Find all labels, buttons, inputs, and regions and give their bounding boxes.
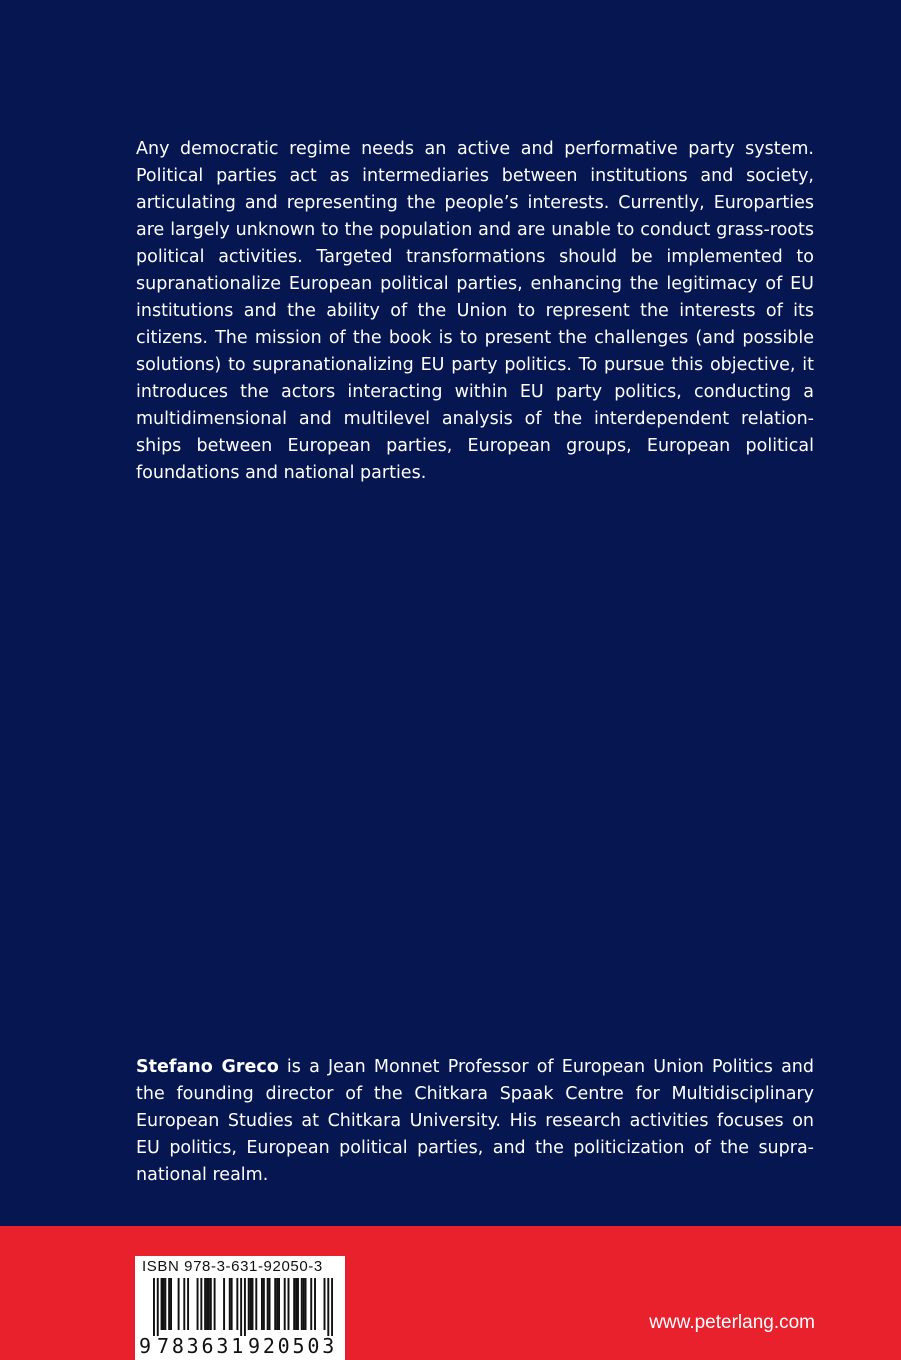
barcode-bar: [255, 1278, 257, 1330]
barcode-bar: [252, 1278, 254, 1330]
barcode-first-digit: 9: [139, 1334, 152, 1358]
author-bio-text: is a Jean Monnet Professor of European Union Politics and the founding director of the Chitkara Spaak Centre for Multidisciplinary European Studies at Chitkara University. His research activities focuses on EU politics, European political parties, and the politicization of the supra-national realm.: [136, 1057, 814, 1185]
barcode-bar: [240, 1278, 242, 1336]
barcode-bar: [288, 1278, 290, 1330]
barcode-bar: [183, 1278, 185, 1330]
barcode-bar: [301, 1278, 303, 1330]
isbn-barcode: [135, 1256, 345, 1360]
barcode-bar: [284, 1278, 286, 1330]
barcode-bar: [168, 1278, 170, 1330]
barcode-bar: [297, 1278, 299, 1330]
barcode-bar: [229, 1278, 231, 1330]
barcode-bar: [208, 1278, 210, 1330]
barcode-bar: [295, 1278, 297, 1330]
barcode-bar: [293, 1278, 295, 1330]
barcode-bar: [161, 1278, 163, 1330]
barcode-bar: [269, 1278, 271, 1330]
barcode-bar: [327, 1278, 329, 1336]
barcode-bar: [157, 1278, 159, 1336]
barcode-bar: [244, 1278, 246, 1336]
barcode-left-digits: 783631: [157, 1334, 247, 1358]
barcode-bars: [153, 1278, 333, 1336]
barcode-bar: [324, 1278, 326, 1330]
barcode-bar: [310, 1278, 312, 1330]
barcode-bar: [214, 1278, 216, 1330]
barcode-bar: [250, 1278, 252, 1330]
barcode-bar: [197, 1278, 199, 1330]
barcode-bar: [200, 1278, 202, 1330]
barcode-bar: [278, 1278, 280, 1330]
barcode-right-digits: 920503: [248, 1334, 338, 1358]
barcode-bar: [276, 1278, 278, 1330]
barcode-bar: [162, 1278, 164, 1330]
isbn-label: ISBN 978-3-631-92050-3: [142, 1258, 323, 1275]
barcode-bar: [331, 1278, 333, 1336]
barcode-bar: [248, 1278, 250, 1330]
publisher-website: www.peterlang.com: [649, 1312, 815, 1333]
barcode-bar: [261, 1278, 263, 1330]
barcode-bar: [274, 1278, 276, 1330]
barcode-bar: [305, 1278, 307, 1330]
barcode-bar: [206, 1278, 208, 1330]
barcode-bar: [231, 1278, 233, 1330]
barcode-bar: [170, 1278, 172, 1330]
barcode-bar: [236, 1278, 238, 1330]
barcode-bar: [267, 1278, 269, 1330]
barcode-bar: [178, 1278, 180, 1330]
barcode-bar: [223, 1278, 225, 1330]
barcode-bar: [204, 1278, 206, 1330]
barcode-bar: [164, 1278, 166, 1330]
barcode-bar: [153, 1278, 155, 1336]
barcode-bar: [187, 1278, 189, 1330]
barcode-digits: [137, 1334, 343, 1358]
author-name: Stefano Greco: [136, 1057, 279, 1077]
barcode-bar: [263, 1278, 265, 1330]
book-description: Any democratic regime needs an active and performative party system. Political parties act as intermediaries between institutions and society, articulating and representing the people’s interests. Currently, Europarties are largely unknown to the population and are unable to conduct grass-roots political activities. Targeted transformations should be implemented to supranationalize European political parties, enhancing the legitimacy of EU institutions and the ability of the Union to represent the interests of its citizens. The mission of the book is to present the challenges (and possible solutions) to supranationalizing EU party politics. To pursue this objective, it introduces the actors interacting within EU party politics, conducting a multidimensional and multilevel analysis of the interdependent relation-ships between European parties, European groups, European political foundations and national parties.: [136, 139, 814, 483]
barcode-bar: [210, 1278, 212, 1330]
author-bio: [136, 1054, 814, 1189]
barcode-bar: [314, 1278, 316, 1330]
barcode-bar: [303, 1278, 305, 1330]
